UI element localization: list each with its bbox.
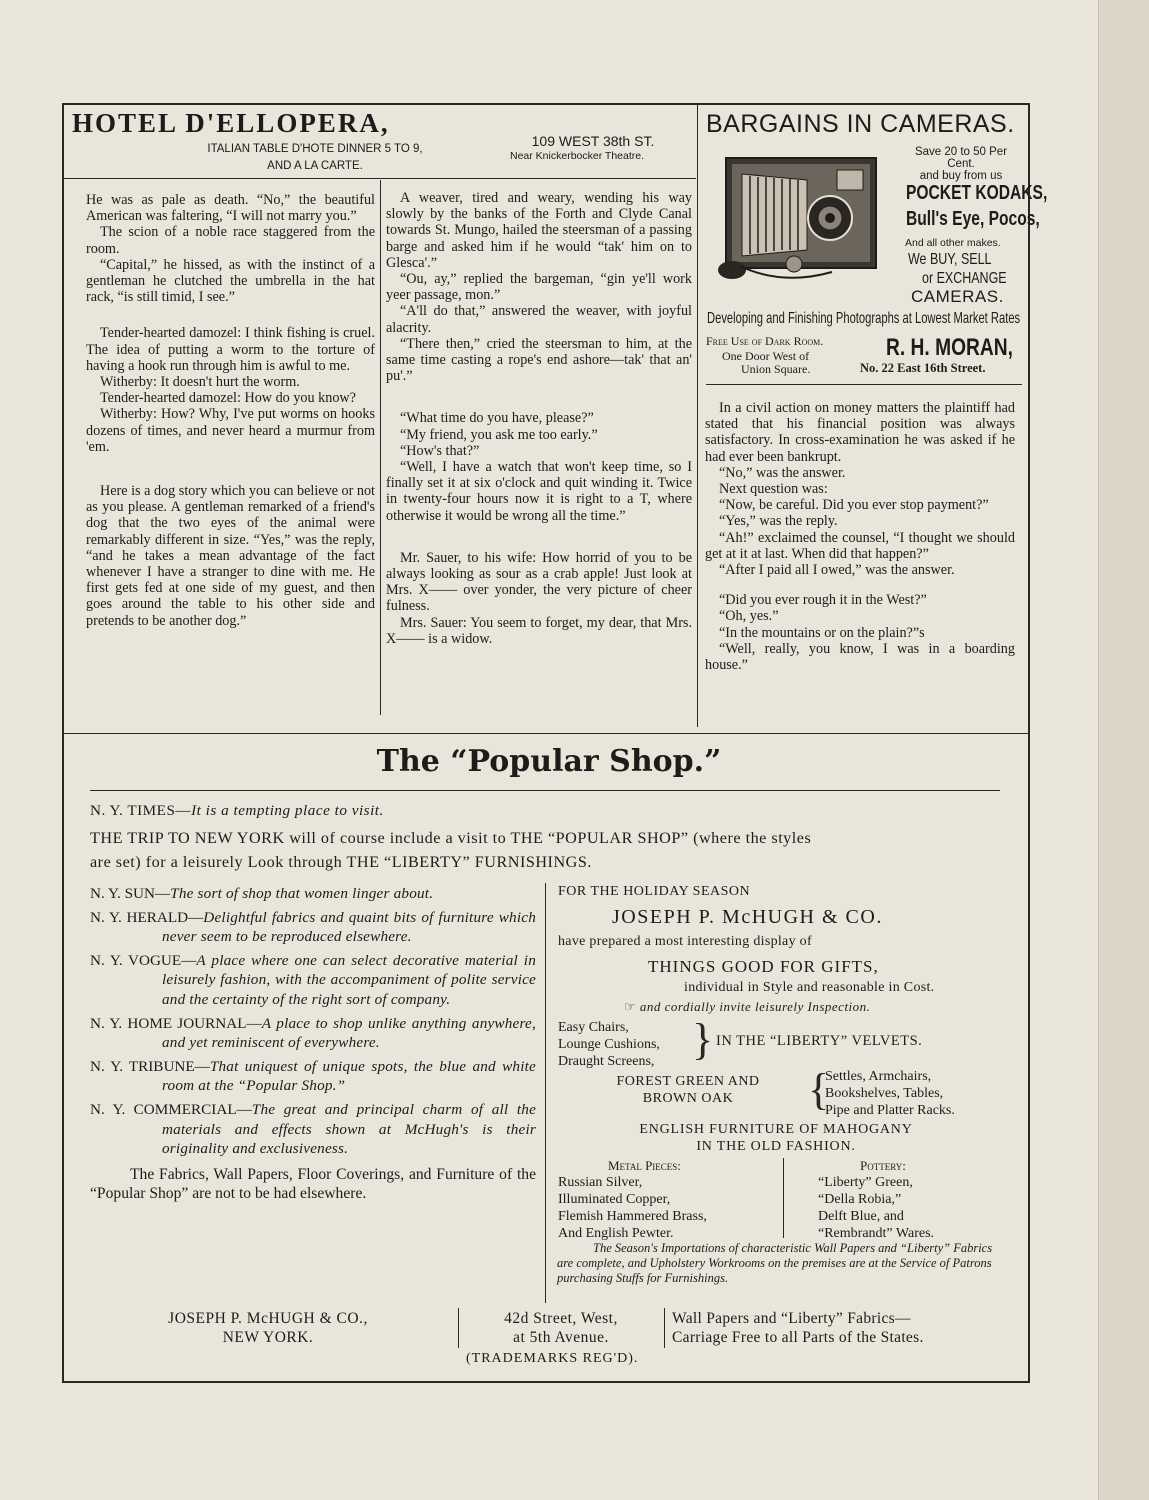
- list-item: Bookshelves, Tables,: [825, 1086, 944, 1101]
- english-furniture: [556, 1121, 996, 1155]
- forest-green: [590, 1073, 786, 1107]
- popular-title-rule: [90, 790, 1000, 791]
- brace-icon: }: [692, 1015, 714, 1064]
- season-importations: The Season's Importations of characteristic Wall Papers and “Liberty” Fabrics are complete, and Upholstery Workrooms on the premises are at the Service of Patrons purchasing Stuffs for Furnishings.: [557, 1241, 993, 1285]
- camera-exchange: or EXCHANGE: [922, 270, 1007, 287]
- hotel-title: HOTEL D'ELLOPERA,: [72, 108, 390, 138]
- quote-text: The great and principal charm of all the materials and effects shown at McHugh's is their originality and exclusiveness.: [162, 1100, 537, 1158]
- paragraph: “My friend, you ask me too early.”: [400, 426, 598, 443]
- pottery-heading: Pottery:: [860, 1158, 906, 1173]
- column-rule-2: [697, 105, 698, 727]
- quote-herald: [90, 908, 536, 947]
- camera-dark-room: Free Use of Dark Room.: [706, 334, 824, 348]
- camera-title: BARGAINS IN CAMERAS.: [706, 110, 1015, 138]
- paragraph: “Ou, ay,” replied the bargeman, “gin ye'll work yeer passage, mon.”: [386, 271, 692, 304]
- list-item: Easy Chairs,: [558, 1020, 629, 1035]
- camera-save-line: Save 20 to 50 Per: [914, 146, 1008, 158]
- forest-line-2: BROWN OAK: [642, 1091, 734, 1106]
- times-quote: [90, 802, 384, 820]
- quote-text: A place to shop unlike anything anywhere, and yet reminiscent of everywhere.: [162, 1014, 536, 1052]
- hotel-subtitle: [200, 141, 430, 175]
- footer-location: [466, 1309, 656, 1347]
- press-quotes: [90, 884, 536, 1204]
- trip-line-2: are set) for a leisurely Look through THE “LIBERTY” FURNISHINGS.: [90, 853, 592, 871]
- hotel-carte: AND A LA CARTE.: [267, 160, 363, 172]
- paragraph: “Did you ever rough it in the West?”: [719, 592, 927, 609]
- settles-list: [825, 1068, 955, 1119]
- list-item: “Rembrandt” Wares.: [818, 1226, 935, 1241]
- trademarks: (TRADEMARKS REG'D).: [466, 1351, 639, 1366]
- hotel-dinner: ITALIAN TABLE D'HOTE DINNER 5 TO 9,: [207, 143, 423, 155]
- pointing-hand-icon: ☞: [624, 999, 640, 1014]
- pottery-list: [818, 1174, 934, 1242]
- hotel-near: Near Knickerbocker Theatre.: [510, 150, 645, 162]
- popular-top-rule: [64, 733, 1028, 734]
- paragraph: Witherby: How? Why, I've put worms on hooks dozens of times, and never heard a murmur from 'em.: [86, 406, 375, 455]
- page-edge: [1098, 0, 1149, 1500]
- paragraph: “There then,” cried the steersman to him, at the same time casting a rope's end ashore—tak' that an' pu'.”: [386, 335, 692, 385]
- quote-tribune: [90, 1057, 536, 1096]
- camera-bulls-eye: Bull's Eye, Pocos,: [906, 208, 1040, 230]
- prepared-display: have prepared a most interesting display of: [558, 934, 812, 949]
- camera-cameras: CAMERAS.: [911, 287, 1004, 306]
- camera-illustration: [712, 146, 902, 286]
- camera-union: Union Square.: [741, 362, 811, 376]
- paragraph: Next question was:: [719, 481, 828, 498]
- list-item: And English Pewter.: [558, 1226, 674, 1241]
- quote-source: N. Y. TRIBUNE—: [90, 1057, 210, 1075]
- popular-title: The “Popular Shop.”: [376, 744, 722, 779]
- footer-name: JOSEPH P. McHUGH & CO.,: [168, 1310, 368, 1327]
- column-3: [705, 400, 1015, 673]
- footer-wall-papers: [672, 1309, 924, 1347]
- paragraph: “Well, really, you know, I was in a boarding house.”: [705, 640, 1015, 674]
- paragraph: “No,” was the answer.: [719, 464, 846, 481]
- footer-company: [118, 1309, 418, 1347]
- quote-source: N. Y. HERALD—: [90, 908, 204, 926]
- paragraph: Tender-hearted damozel: How do you know?: [100, 390, 356, 407]
- quote-text: Delightful fabrics and quaint bits of furniture which never seem to be reproduced elsewhere.: [162, 908, 536, 946]
- paragraph: “After I paid all I owed,” was the answer.: [719, 562, 955, 579]
- quote-text: A place where one can select decorative material in leisurely fashion, with the accompaniment of polite service and the certainty of the right sort of company.: [162, 951, 536, 1008]
- camera-save: [900, 146, 1022, 182]
- list-item: Draught Screens,: [558, 1054, 655, 1069]
- quote-home-journal: [90, 1014, 536, 1053]
- hotel-address: 109 WEST 38th ST.: [531, 133, 655, 149]
- quote-vogue: [90, 951, 536, 1010]
- list-item: Pipe and Platter Racks.: [825, 1103, 955, 1118]
- footer-street: 42d Street, West,: [504, 1310, 618, 1327]
- camera-kodaks: POCKET KODAKS,: [906, 182, 1048, 204]
- quote-text: The sort of shop that women linger about.: [170, 885, 434, 902]
- hotel-rule: [64, 178, 696, 179]
- list-item: Settles, Armchairs,: [825, 1069, 932, 1084]
- individual-style: individual in Style and reasonable in Cost.: [684, 980, 935, 995]
- quote-source: N. Y. SUN—: [90, 885, 171, 902]
- list-item: Lounge Cushions,: [558, 1037, 660, 1052]
- invite-text: and cordially invite leisurely Inspection.: [639, 999, 871, 1014]
- metal-pottery-rule: [783, 1158, 784, 1238]
- popular-column-rule: [545, 883, 546, 1303]
- paragraph: “In the mountains or on the plain?”s: [719, 624, 925, 641]
- forest-line-1: FOREST GREEN AND: [616, 1074, 760, 1089]
- paragraph: “Well, I have a watch that won't keep time, so I finally set it at six o'clock and quit winding it. Twice in twenty-four hours now it is right to a T, where otherwise it would be wrong all the time.”: [386, 459, 692, 524]
- metal-heading: Metal Pieces:: [608, 1158, 681, 1173]
- paragraph: “Now, be careful. Did you ever stop payment?”: [719, 497, 989, 514]
- column-2: [386, 190, 692, 647]
- camera-cent: Cent.: [947, 158, 975, 170]
- camera-developing: Developing and Finishing Photographs at Lowest Market Rates: [707, 310, 1021, 327]
- paragraph: Tender-hearted damozel: I think fishing is cruel. The idea of putting a worm to the torture of having a hook run through him is awful to me.: [86, 325, 375, 374]
- camera-buy-sell: We BUY, SELL: [908, 251, 992, 268]
- camera-moran: R. H. MORAN,: [886, 334, 1013, 361]
- camera-rule: [706, 384, 1022, 385]
- footer-rule-2: [664, 1308, 665, 1348]
- holiday-season: FOR THE HOLIDAY SEASON: [558, 884, 751, 899]
- paragraph: He was as pale as death. “No,” the beautiful American was faltering, “I will not marry you.”: [86, 192, 375, 225]
- invite-line: [624, 999, 870, 1015]
- fabrics-note: The Fabrics, Wall Papers, Floor Coverings, and Furniture of the “Popular Shop” are not to be had elsewhere.: [90, 1165, 536, 1203]
- quote-text: It is a tempting place to visit.: [191, 802, 384, 819]
- quote-sun: [90, 884, 536, 904]
- paragraph: “Ah!” exclaimed the counsel, “I thought we should get at it at last. When did that happen?”: [705, 529, 1015, 562]
- list-item: “Liberty” Green,: [818, 1175, 913, 1190]
- paragraph: In a civil action on money matters the plaintiff had stated that his financial position was always satisfactory. In cross-examination he was asked if he had ever been bankrupt.: [705, 400, 1015, 465]
- quote-text: That uniquest of unique spots, the blue and white room at the “Popular Shop.”: [162, 1057, 536, 1095]
- paragraph: “Yes,” was the reply.: [719, 513, 838, 530]
- quote-source: N. Y. VOGUE—: [90, 951, 197, 969]
- paragraph: “Oh, yes.”: [719, 608, 779, 625]
- paragraph: Mr. Sauer, to his wife: How horrid of you to be always looking as sour as a crab apple! Just look at Mrs. X—— over yonder, the very picture of cheer fulness.: [386, 549, 692, 615]
- paragraph: “A'll do that,” answered the weaver, with joyful alacrity.: [386, 303, 692, 336]
- paragraph: “Capital,” he hissed, as with the instinct of a gentleman he clutched the umbrella in the hat rack, “is still timid, I see.”: [86, 256, 375, 306]
- paragraph: “What time do you have, please?”: [400, 410, 594, 427]
- footer-rule-1: [458, 1308, 459, 1348]
- things-good: THINGS GOOD FOR GIFTS,: [648, 957, 879, 976]
- quote-source: N. Y. COMMERCIAL—: [90, 1100, 252, 1118]
- paragraph: Witherby: It doesn't hurt the worm.: [100, 374, 300, 391]
- paragraph: Mrs. Sauer: You seem to forget, my dear, that Mrs. X—— is a widow.: [386, 614, 692, 647]
- list-item: Delft Blue, and: [818, 1209, 904, 1224]
- paragraph: A weaver, tired and weary, wending his way slowly by the banks of the Forth and Clyde Canal towards St. Mungo, hailed the steersman of a passing barge and asked him if he would “tak' him on to Glesca'.”: [386, 190, 692, 271]
- liberty-velvets: IN THE “LIBERTY” VELVETS.: [716, 1033, 923, 1049]
- column-1: [86, 192, 375, 629]
- english-line-1: ENGLISH FURNITURE OF MAHOGANY: [639, 1122, 913, 1137]
- list-item: Illuminated Copper,: [558, 1192, 671, 1207]
- brace-icon: {: [808, 1065, 830, 1114]
- company-name: JOSEPH P. McHUGH & CO.: [612, 906, 883, 928]
- camera-one-door: One Door West of: [722, 349, 810, 363]
- camera-other-makes: And all other makes.: [905, 237, 1001, 249]
- paragraph: Here is a dog story which you can believe or not as you please. A gentleman remarked of a friend's dog that the two eyes of the animal were remarkably different in size. “Yes,” was the reply, “and he takes a mean advantage of the fact whenever I have a stranger to dine with me. He first gets fed at one side of my guest, and then goes around the table to his other side and pretends to be another dog.”: [86, 483, 376, 629]
- camera-moran-address: No. 22 East 16th Street.: [860, 361, 986, 375]
- quote-commercial: [90, 1100, 536, 1159]
- list-item: Flemish Hammered Brass,: [558, 1209, 707, 1224]
- trip-line-1: THE TRIP TO NEW YORK will of course include a visit to THE “POPULAR SHOP” (where the styles: [90, 829, 812, 847]
- footer-avenue: at 5th Avenue.: [513, 1329, 609, 1346]
- camera-buy: and buy from us: [919, 170, 1003, 182]
- footer-city: NEW YORK.: [222, 1329, 314, 1346]
- paragraph: The scion of a noble race staggered from the room.: [86, 224, 375, 257]
- list-item: Russian Silver,: [558, 1175, 643, 1190]
- metal-list: [558, 1174, 707, 1242]
- quote-source: N. Y. TIMES—: [90, 802, 192, 819]
- paragraph: “How's that?”: [400, 442, 480, 459]
- chairs-list: [558, 1019, 660, 1070]
- list-item: “Della Robia,”: [818, 1192, 902, 1207]
- column-rule-1: [380, 180, 381, 715]
- quote-source: N. Y. HOME JOURNAL—: [90, 1014, 262, 1032]
- footer-wall: Wall Papers and “Liberty” Fabrics—: [672, 1310, 911, 1327]
- english-line-2: IN THE OLD FASHION.: [696, 1139, 856, 1154]
- footer-carriage: Carriage Free to all Parts of the States.: [672, 1329, 924, 1346]
